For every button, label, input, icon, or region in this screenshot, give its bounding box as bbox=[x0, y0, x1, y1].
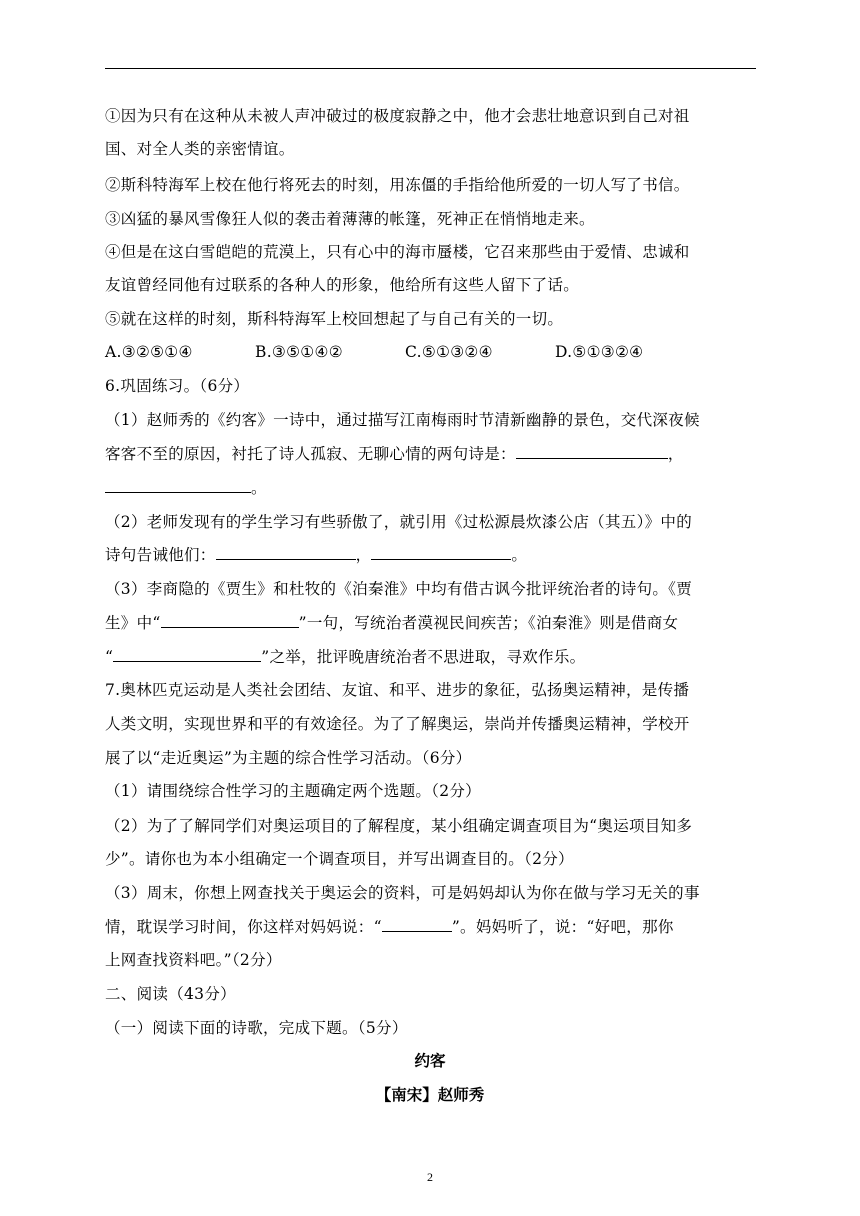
q7-intro-b: 人类文明，实现世界和平的有效途径。为了了解奥运，崇尚并传播奥运精神，学校开 bbox=[105, 715, 690, 733]
option-c: C.⑤①③②④ bbox=[405, 343, 493, 361]
poem-title: 约客 bbox=[414, 1051, 446, 1070]
q6-part3c bbox=[105, 647, 585, 667]
answer-blank[interactable] bbox=[216, 545, 356, 560]
answer-blank[interactable] bbox=[516, 444, 668, 459]
answer-blank[interactable] bbox=[105, 478, 251, 493]
q5-sentence-1a: ①因为只有在这种从未被人声冲破过的极度寂静之中，他才会悲壮地意识到自己对祖 bbox=[105, 107, 690, 125]
answer-blank[interactable] bbox=[371, 545, 511, 560]
q7-part3a: （3）周末，你想上网查找关于奥运会的资料，可是妈妈却认为你在做与学习无关的事 bbox=[105, 884, 700, 902]
q6-part3a: （3）李商隐的《贾生》和杜牧的《泊秦淮》中均有借古讽今批评统治者的诗句。《贾 bbox=[105, 580, 693, 598]
q6-part2a: （2）老师发现有的学生学习有些骄傲了，就引用《过松源晨炊漆公店（其五）》中的 bbox=[105, 513, 693, 531]
q5-sentence-4b: 友谊曾经同他有过联系的各种人的形象，他给所有这些人留下了话。 bbox=[105, 276, 580, 294]
q7-part2b: 少”。请你也为本小组确定一个调查项目，并写出调查目的。（2分） bbox=[105, 850, 574, 868]
q6-part1b bbox=[105, 444, 684, 464]
q6-part2b-period: 。 bbox=[511, 546, 528, 564]
q7-part3b bbox=[105, 917, 674, 937]
q6-part2b-comma: ， bbox=[355, 546, 372, 564]
q6-heading: 6.巩固练习。（6分） bbox=[105, 377, 250, 395]
q6-part1b-comma: ， bbox=[667, 445, 684, 463]
q6-part3b-post: ”一句，写统治者漠视民间疾苦；《泊秦淮》则是借商女 bbox=[298, 614, 679, 632]
q6-part3b bbox=[105, 613, 678, 633]
q6-part1a: （1）赵师秀的《约客》一诗中，通过描写江南梅雨时节清新幽静的景色，交代深夜候 bbox=[105, 411, 700, 429]
q7-part3c: 上网查找资料吧。”（2分） bbox=[105, 951, 282, 969]
q7-part2a: （2）为了了解同学们对奥运项目的了解程度，某小组确定调查项目为“奥运项目知多 bbox=[105, 817, 693, 835]
q5-sentence-5: ⑤就在这样的时刻，斯科特海军上校回想起了与自己有关的一切。 bbox=[105, 310, 564, 328]
q6-part3b-pre: 生》中“ bbox=[105, 614, 161, 632]
q6-part3c-pre: “ bbox=[105, 648, 114, 666]
header-rule bbox=[105, 68, 756, 69]
answer-blank[interactable] bbox=[382, 917, 452, 932]
q5-sentence-1b: 国、对全人类的亲密情谊。 bbox=[105, 140, 295, 158]
q5-sentence-3: ③凶猛的暴风雪像狂人似的袭击着薄薄的帐篷，死神正在悄悄地走来。 bbox=[105, 210, 595, 228]
q7-part3b-pre: 情，耽误学习时间，你这样对妈妈说：“ bbox=[105, 918, 382, 936]
q7-intro-a: 7.奥林匹克运动是人类社会团结、友谊、和平、进步的象征，弘扬奥运精神，是传播 bbox=[105, 681, 690, 699]
q6-part1c-period: 。 bbox=[251, 479, 267, 497]
q5-sentence-4a: ④但是在这白雪皑皑的荒漠上，只有心中的海市蜃楼，它召来那些由于爱情、忠诚和 bbox=[105, 243, 690, 261]
option-b: B.③⑤①④② bbox=[255, 343, 343, 361]
q7-part1: （1）请围绕综合性学习的主题确定两个选题。（2分） bbox=[105, 782, 481, 800]
q5-sentence-2: ②斯科特海军上校在他行将死去的时刻，用冻僵的手指给他所爱的一切人写了书信。 bbox=[105, 176, 690, 194]
option-d: D.⑤①③②④ bbox=[555, 343, 644, 361]
q6-part1c bbox=[105, 478, 267, 498]
q6-part3c-post: ”之举，批评晚唐统治者不思进取，寻欢作乐。 bbox=[261, 648, 586, 666]
q7-part3b-post: ”。妈妈听了，说：“好吧，那你 bbox=[451, 918, 674, 936]
page-number: 2 bbox=[427, 1170, 433, 1184]
q6-part2b-text: 诗句告诫他们： bbox=[105, 546, 216, 564]
section2-subheading: （一）阅读下面的诗歌，完成下题。（5分） bbox=[105, 1019, 408, 1037]
q6-part2b bbox=[105, 545, 527, 565]
section2-heading: 二、阅读（43分） bbox=[105, 985, 236, 1003]
q6-part1b-text: 客客不至的原因，衬托了诗人孤寂、无聊心情的两句诗是： bbox=[105, 445, 516, 463]
option-a: A.③②⑤①④ bbox=[105, 343, 193, 361]
answer-blank[interactable] bbox=[161, 613, 299, 628]
q7-intro-c: 展了以“走近奥运”为主题的综合性学习活动。（6分） bbox=[105, 749, 472, 767]
answer-blank[interactable] bbox=[113, 647, 261, 662]
q5-options bbox=[105, 342, 643, 362]
poem-author: 【南宋】赵师秀 bbox=[375, 1085, 485, 1104]
